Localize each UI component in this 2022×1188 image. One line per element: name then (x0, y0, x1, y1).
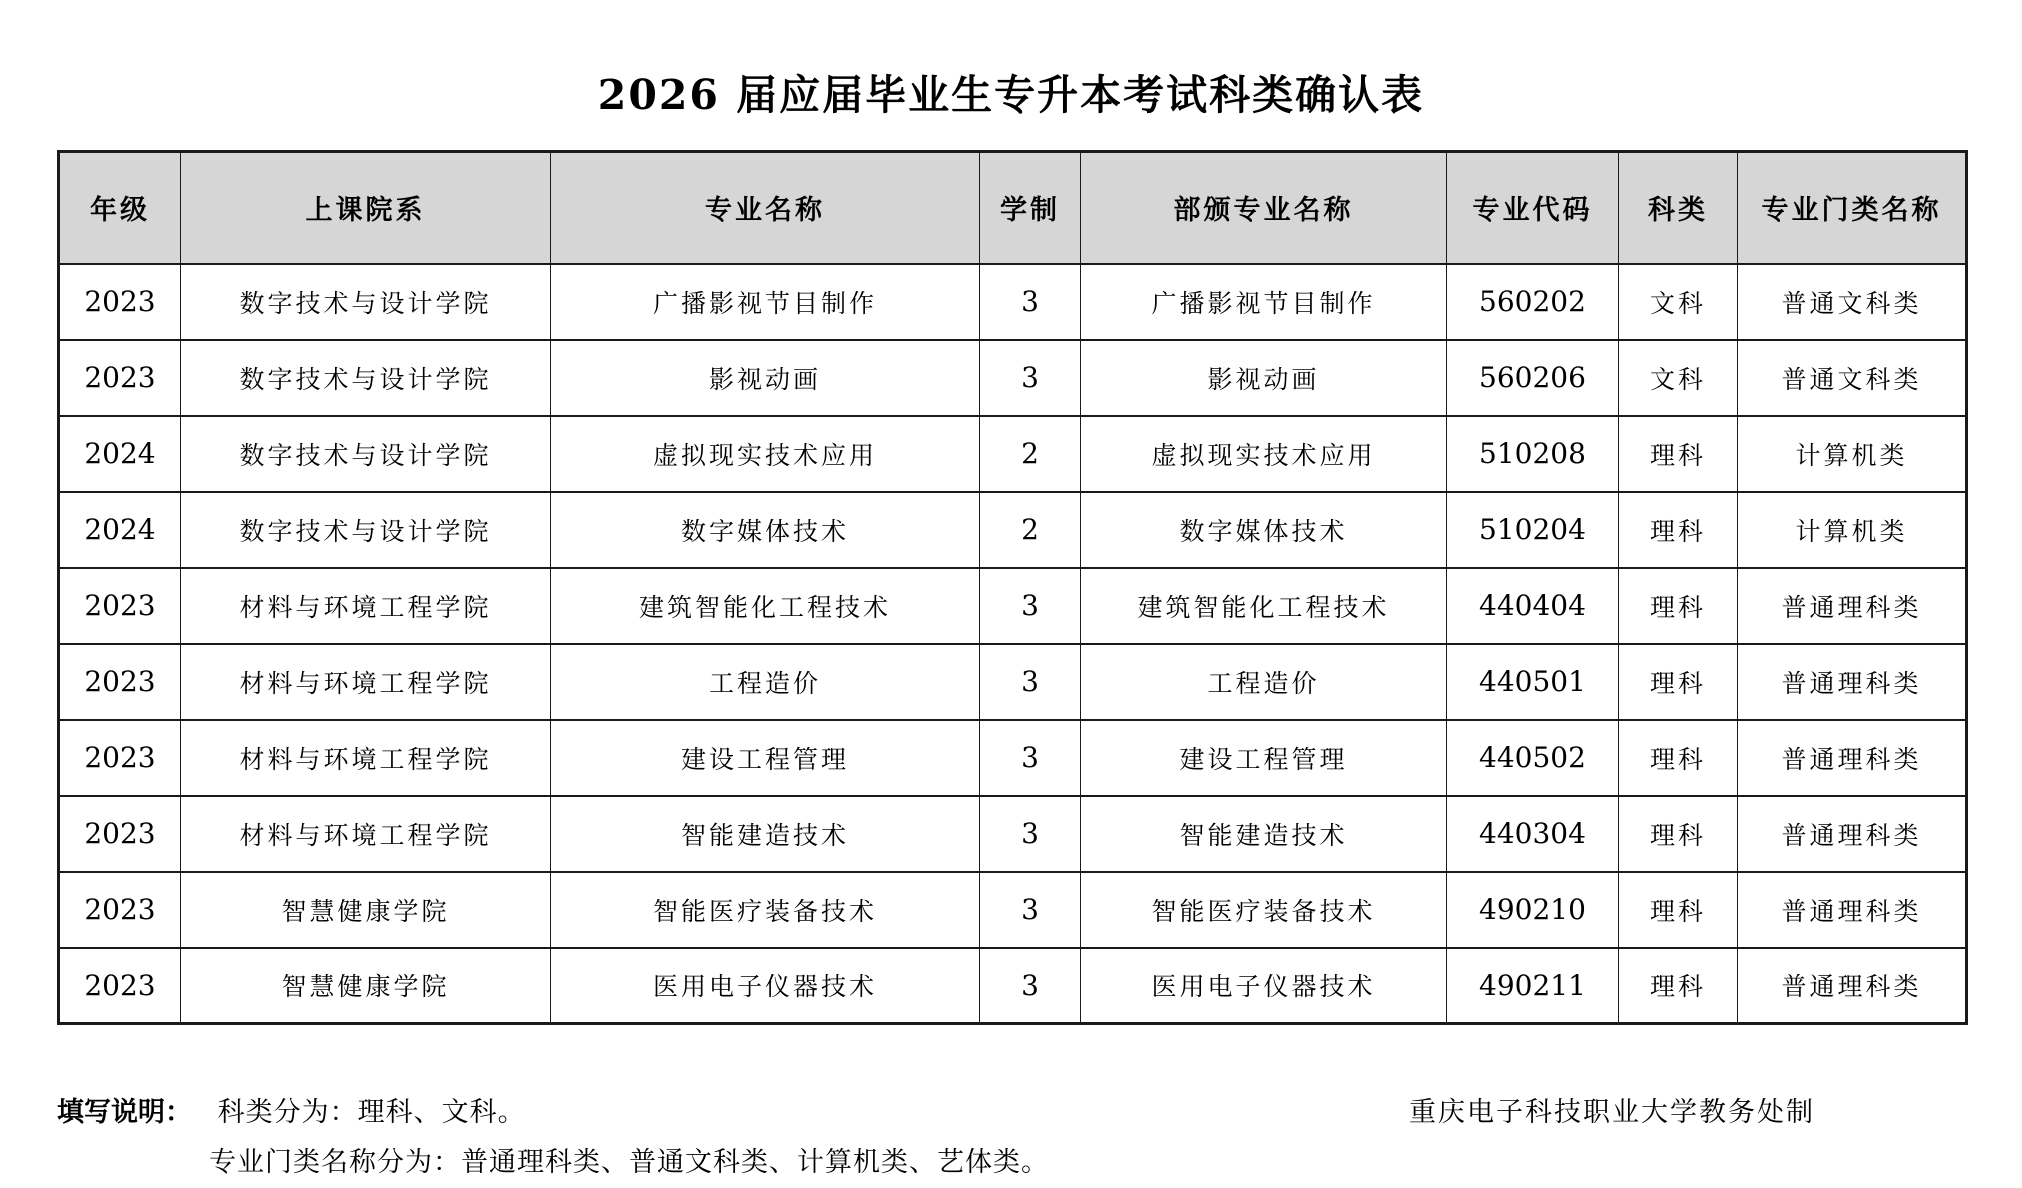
cell-r10-c6: 490211 (1447, 948, 1619, 1024)
cell-r3-c5: 虚拟现实技术应用 (1081, 416, 1447, 492)
issuer-text: 重庆电子科技职业大学教务处制 (1409, 1097, 1815, 1128)
cell-r9-c8: 普通理科类 (1738, 872, 1967, 948)
cell-r6-c7: 理科 (1619, 644, 1738, 720)
column-header-5: 部颁专业名称 (1081, 152, 1447, 264)
table-row (59, 948, 1967, 1024)
cell-r8-c8: 普通理科类 (1738, 796, 1967, 872)
confirmation-table (57, 150, 1968, 1025)
cell-r8-c5: 智能建造技术 (1081, 796, 1447, 872)
cell-r4-c2: 数字技术与设计学院 (181, 492, 551, 568)
cell-r2-c6: 560206 (1447, 340, 1619, 416)
cell-r7-c8: 普通理科类 (1738, 720, 1967, 796)
cell-r4-c4: 2 (980, 492, 1081, 568)
column-header-4: 学制 (980, 152, 1081, 264)
cell-r7-c7: 理科 (1619, 720, 1738, 796)
cell-r4-c8: 计算机类 (1738, 492, 1967, 568)
cell-r2-c7: 文科 (1619, 340, 1738, 416)
cell-r3-c2: 数字技术与设计学院 (181, 416, 551, 492)
cell-r5-c2: 材料与环境工程学院 (181, 568, 551, 644)
column-header-2: 上课院系 (181, 152, 551, 264)
table-row (59, 568, 1967, 644)
cell-r3-c7: 理科 (1619, 416, 1738, 492)
notes-label: 填写说明： (57, 1097, 192, 1128)
table-row (59, 340, 1967, 416)
cell-r1-c5: 广播影视节目制作 (1081, 264, 1447, 340)
cell-r1-c1: 2023 (59, 264, 181, 340)
cell-r8-c3: 智能建造技术 (551, 796, 980, 872)
column-header-1: 年级 (59, 152, 181, 264)
cell-r7-c1: 2023 (59, 720, 181, 796)
cell-r3-c3: 虚拟现实技术应用 (551, 416, 980, 492)
cell-r10-c2: 智慧健康学院 (181, 948, 551, 1024)
cell-r6-c2: 材料与环境工程学院 (181, 644, 551, 720)
cell-r5-c7: 理科 (1619, 568, 1738, 644)
cell-r10-c7: 理科 (1619, 948, 1738, 1024)
cell-r4-c3: 数字媒体技术 (551, 492, 980, 568)
page-title: 2026 届应届毕业生专升本考试科类确认表 (597, 71, 1425, 119)
cell-r10-c4: 3 (980, 948, 1081, 1024)
cell-r10-c1: 2023 (59, 948, 181, 1024)
cell-r9-c1: 2023 (59, 872, 181, 948)
table-head-row (59, 152, 1967, 264)
cell-r6-c1: 2023 (59, 644, 181, 720)
column-header-7: 科类 (1619, 152, 1738, 264)
cell-r9-c4: 3 (980, 872, 1081, 948)
cell-r5-c6: 440404 (1447, 568, 1619, 644)
cell-r5-c8: 普通理科类 (1738, 568, 1967, 644)
cell-r3-c8: 计算机类 (1738, 416, 1967, 492)
cell-r7-c3: 建设工程管理 (551, 720, 980, 796)
cell-r2-c8: 普通文科类 (1738, 340, 1967, 416)
cell-r1-c7: 文科 (1619, 264, 1738, 340)
table-row (59, 644, 1967, 720)
cell-r1-c3: 广播影视节目制作 (551, 264, 980, 340)
table-row (59, 720, 1967, 796)
column-header-3: 专业名称 (551, 152, 980, 264)
cell-r8-c7: 理科 (1619, 796, 1738, 872)
cell-r6-c8: 普通理科类 (1738, 644, 1967, 720)
cell-r9-c7: 理科 (1619, 872, 1738, 948)
table-row (59, 416, 1967, 492)
table-row (59, 264, 1967, 340)
cell-r2-c3: 影视动画 (551, 340, 980, 416)
cell-r4-c1: 2024 (59, 492, 181, 568)
cell-r2-c2: 数字技术与设计学院 (181, 340, 551, 416)
cell-r2-c4: 3 (980, 340, 1081, 416)
table-body (59, 264, 1967, 1024)
cell-r4-c5: 数字媒体技术 (1081, 492, 1447, 568)
cell-r9-c5: 智能医疗装备技术 (1081, 872, 1447, 948)
column-header-6: 专业代码 (1447, 152, 1619, 264)
cell-r6-c5: 工程造价 (1081, 644, 1447, 720)
cell-r8-c6: 440304 (1447, 796, 1619, 872)
cell-r10-c8: 普通理科类 (1738, 948, 1967, 1024)
cell-r9-c3: 智能医疗装备技术 (551, 872, 980, 948)
cell-r6-c3: 工程造价 (551, 644, 980, 720)
cell-r8-c1: 2023 (59, 796, 181, 872)
cell-r5-c1: 2023 (59, 568, 181, 644)
table-row (59, 492, 1967, 568)
cell-r9-c2: 智慧健康学院 (181, 872, 551, 948)
cell-r10-c3: 医用电子仪器技术 (551, 948, 980, 1024)
cell-r10-c5: 医用电子仪器技术 (1081, 948, 1447, 1024)
cell-r9-c6: 490210 (1447, 872, 1619, 948)
cell-r4-c6: 510204 (1447, 492, 1619, 568)
cell-r7-c4: 3 (980, 720, 1081, 796)
notes-line-1: 科类分为：理科、文科。 (217, 1097, 526, 1128)
table-row (59, 796, 1967, 872)
cell-r1-c4: 3 (980, 264, 1081, 340)
cell-r1-c8: 普通文科类 (1738, 264, 1967, 340)
cell-r3-c4: 2 (980, 416, 1081, 492)
cell-r1-c2: 数字技术与设计学院 (181, 264, 551, 340)
cell-r3-c6: 510208 (1447, 416, 1619, 492)
cell-r7-c5: 建设工程管理 (1081, 720, 1447, 796)
cell-r6-c6: 440501 (1447, 644, 1619, 720)
column-header-8: 专业门类名称 (1738, 152, 1967, 264)
cell-r2-c1: 2023 (59, 340, 181, 416)
cell-r3-c1: 2024 (59, 416, 181, 492)
cell-r8-c4: 3 (980, 796, 1081, 872)
notes-line-2: 专业门类名称分为：普通理科类、普通文科类、计算机类、艺体类。 (209, 1147, 1049, 1178)
notes-section (57, 1088, 1965, 1188)
cell-r2-c5: 影视动画 (1081, 340, 1447, 416)
cell-r5-c5: 建筑智能化工程技术 (1081, 568, 1447, 644)
cell-r5-c3: 建筑智能化工程技术 (551, 568, 980, 644)
table-row (59, 872, 1967, 948)
cell-r7-c2: 材料与环境工程学院 (181, 720, 551, 796)
cell-r7-c6: 440502 (1447, 720, 1619, 796)
cell-r4-c7: 理科 (1619, 492, 1738, 568)
cell-r5-c4: 3 (980, 568, 1081, 644)
cell-r1-c6: 560202 (1447, 264, 1619, 340)
cell-r8-c2: 材料与环境工程学院 (181, 796, 551, 872)
cell-r6-c4: 3 (980, 644, 1081, 720)
